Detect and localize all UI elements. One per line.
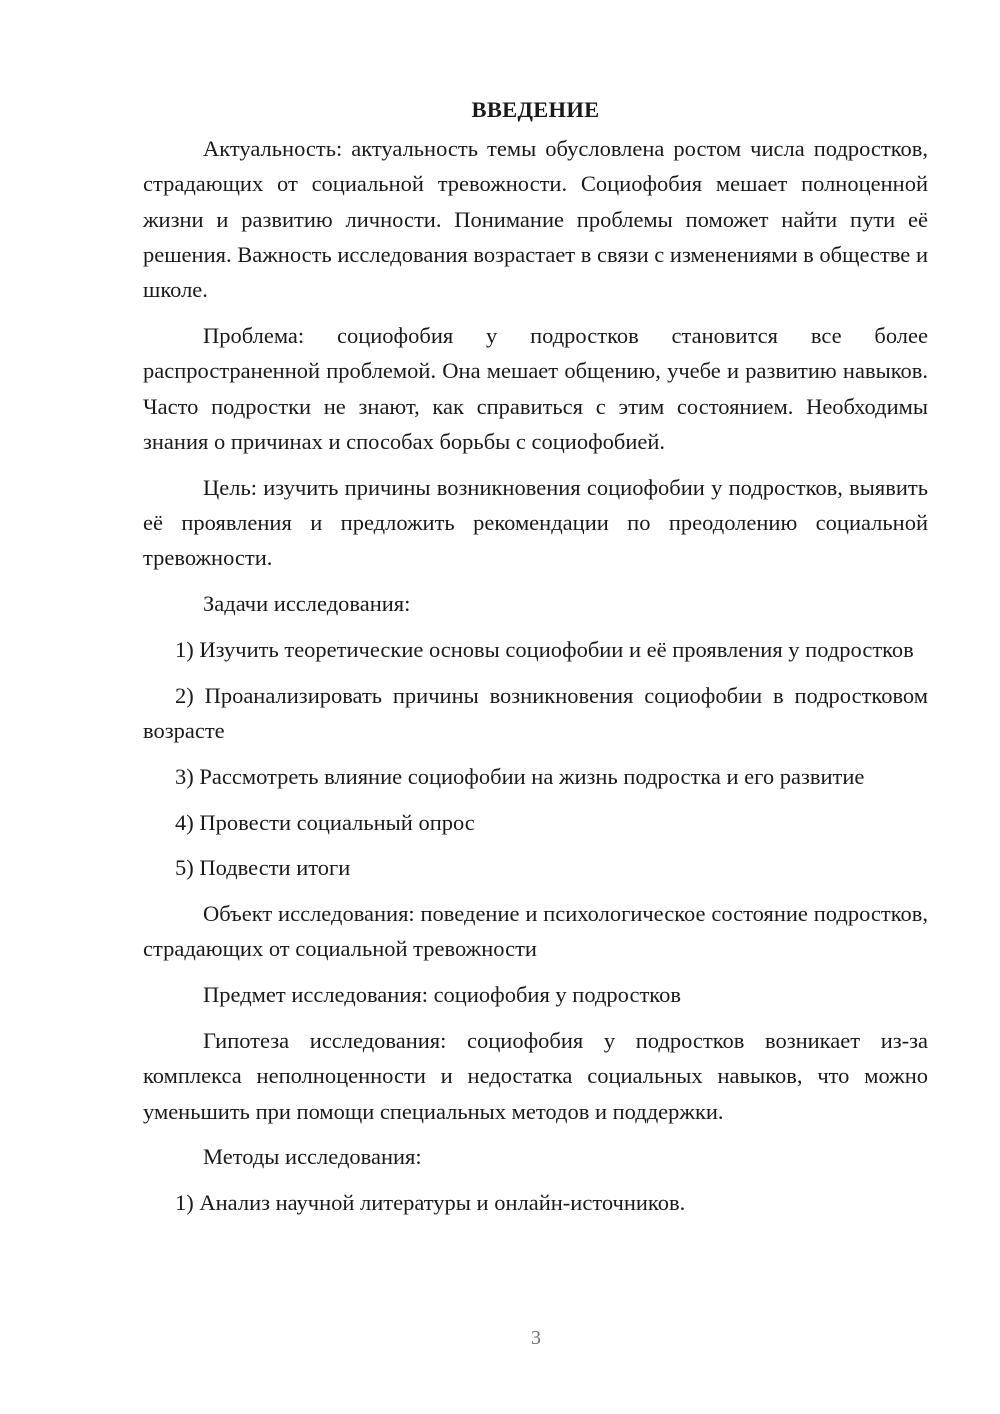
task-item-3: 3) Рассмотреть влияние социофобии на жизнь подростка и его развитие — [175, 763, 865, 789]
hypothesis-paragraph: Гипотеза исследования: социофобия у подростков возникает из-за комплекса неполноценности и недостатка социальных навыков, что можно уменьшить при помощи специальных методов и поддержки. — [143, 1028, 928, 1124]
page-number: 3 — [531, 1327, 541, 1349]
page-content — [143, 92, 928, 1231]
page-title: ВВЕДЕНИЕ — [471, 97, 600, 122]
subject-paragraph: Предмет исследования: социофобия у подростков — [203, 982, 681, 1008]
task-item-1: 1) Изучить теоретические основы социофобии и её проявления у подростков — [175, 636, 914, 662]
problem-paragraph: Проблема: социофобия у подростков становится все более распространенной проблемой. Она мешает общению, учебе и развитию навыков. Часто подростки не знают, как справиться с этим состоянием. Необходимы знания о причинах и способах борьбы с социофобией. — [143, 322, 928, 454]
task-item-2: 2) Проанализировать причины возникновения социофобии в подростковом возрасте — [143, 682, 928, 743]
method-item-1: 1) Анализ научной литературы и онлайн-источников. — [175, 1190, 686, 1216]
task-item-5: 5) Подвести итоги — [175, 855, 351, 881]
tasks-heading: Задачи исследования: — [203, 591, 411, 617]
methods-heading: Методы исследования: — [203, 1144, 422, 1170]
object-paragraph: Объект исследования: поведение и психологическое состояние подростков, страдающих от социальной тревожности — [143, 901, 928, 962]
goal-paragraph: Цель: изучить причины возникновения социофобии у подростков, выявить её проявления и предложить рекомендации по преодолению социальной тревожности. — [143, 474, 928, 571]
relevance-paragraph: Актуальность: актуальность темы обусловлена ростом числа подростков, страдающих от социальной тревожности. Социофобия мешает полноценной жизни и развитию личности. Понимание проблемы поможет найти пути её решения. Важность исследования возрастает в связи с изменениями в обществе и школе. — [143, 136, 928, 303]
task-item-4: 4) Провести социальный опрос — [175, 809, 475, 835]
